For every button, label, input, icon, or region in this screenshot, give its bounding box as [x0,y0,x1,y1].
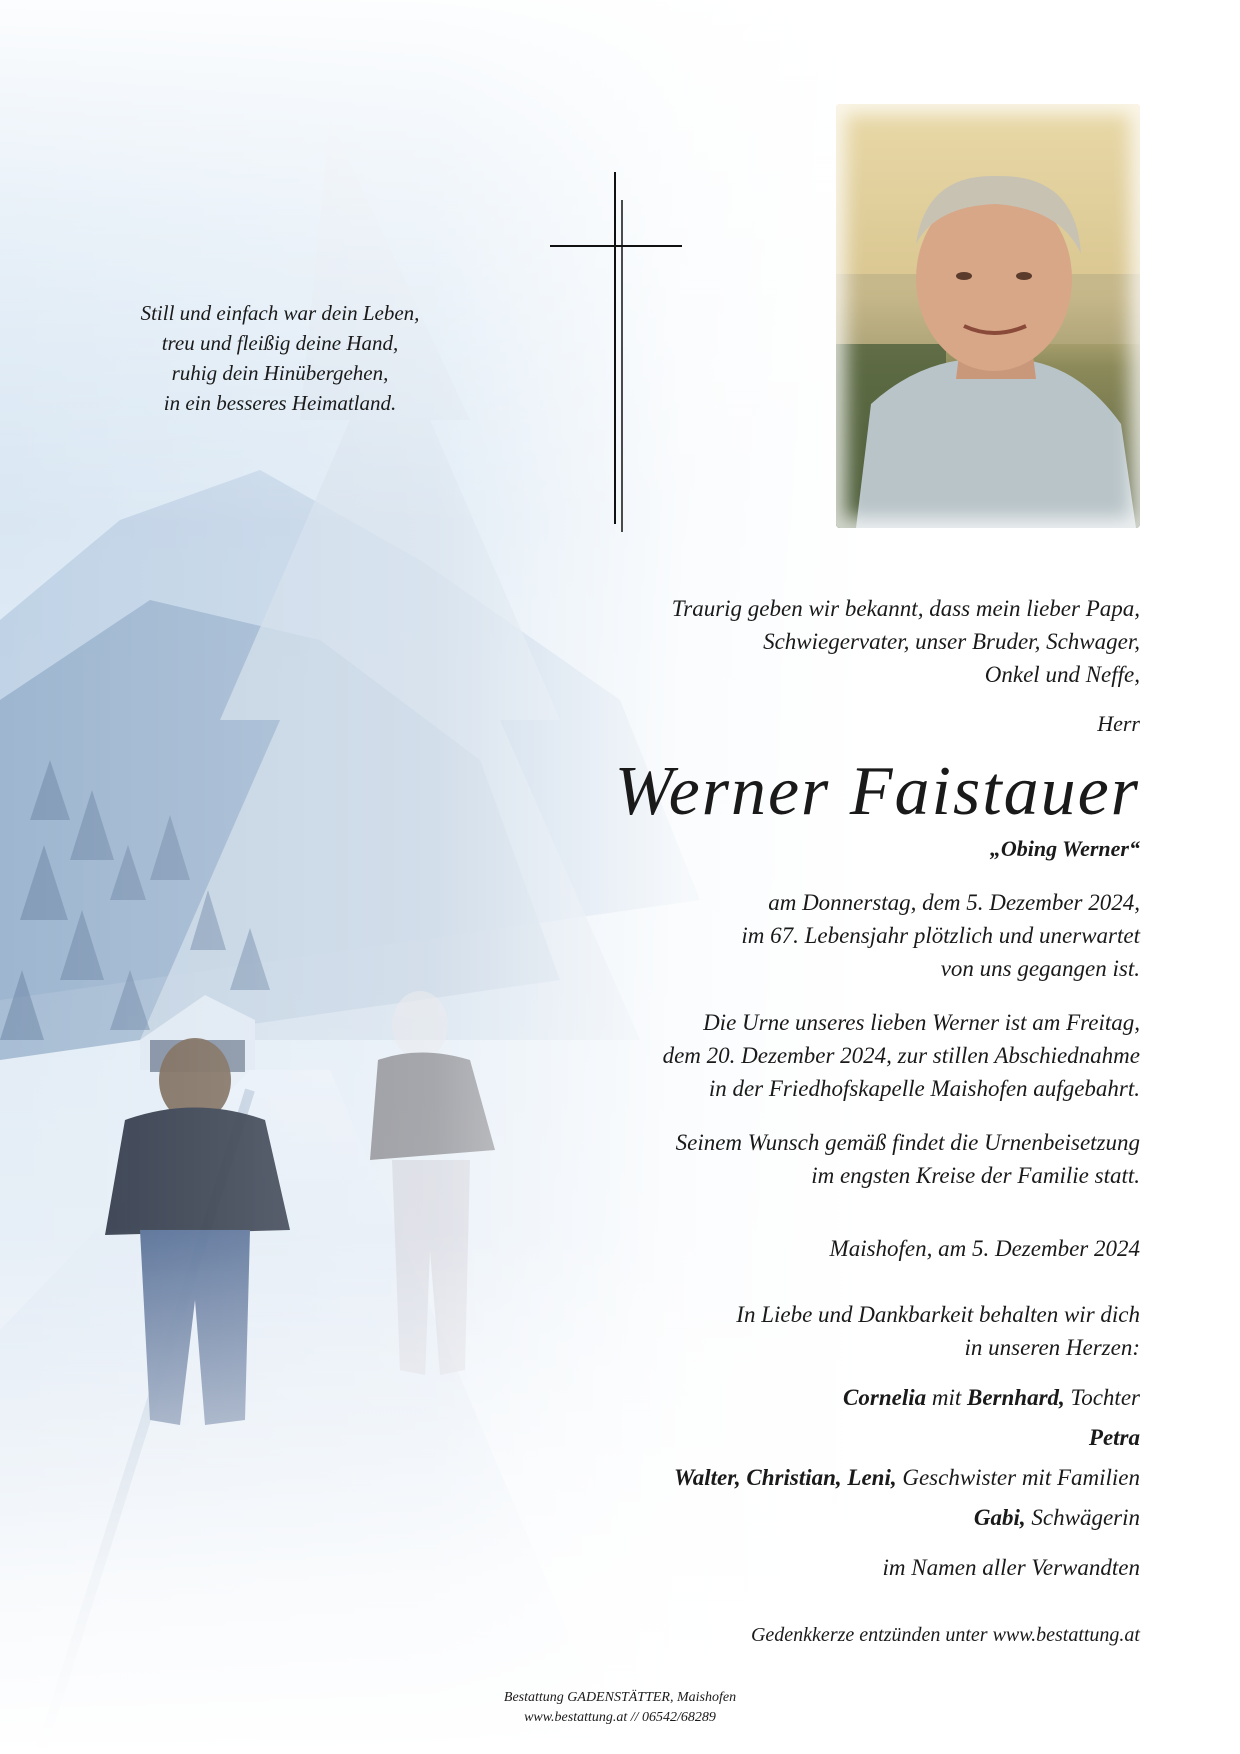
urn-notice-line: dem 20. Dezember 2024, zur stillen Abschiednahme [662,1043,1140,1068]
funeral-home-contact: www.bestattung.at // 06542/68289 [524,1710,716,1725]
wish-notice-line: Seinem Wunsch gemäß findet die Urnenbeisetzung [675,1130,1140,1155]
mourner-name: Gabi, [973,1505,1026,1530]
deceased-nickname: „Obing Werner“ [989,836,1140,861]
wish-notice-line: im engsten Kreise der Familie statt. [811,1163,1140,1188]
wish-notice [340,1126,1140,1192]
love-notice-line: In Liebe und Dankbarkeit behalten wir dich [736,1302,1140,1327]
death-notice-line: am Donnerstag, dem 5. Dezember 2024, [768,890,1140,915]
love-notice-line: in unseren Herzen: [964,1335,1140,1360]
mourner-name: Cornelia [843,1385,927,1410]
place-date: Maishofen, am 5. Dezember 2024 [829,1236,1140,1261]
mourners-list [340,1378,1140,1538]
death-notice-line: im 67. Lebensjahr plötzlich und unerwartet [741,923,1140,948]
mourner-relation: mit [926,1385,967,1410]
mourner-row [340,1458,1140,1498]
announcement-line: Schwiegervater, unser Bruder, Schwager, [763,629,1140,654]
mourner-name: Petra [1088,1425,1140,1450]
memorial-candle-link[interactable]: Gedenkkerze entzünden unter www.bestattung.at [750,1624,1140,1646]
mourner-relation: Schwägerin [1025,1505,1140,1530]
mourner-relation: Geschwister mit Familien [896,1465,1140,1490]
love-notice [340,1298,1140,1364]
urn-notice [340,1006,1140,1105]
announcement-line: Traurig geben wir bekannt, dass mein lieber Papa, [671,596,1140,621]
mourner-name: Walter, Christian, Leni, [674,1465,897,1490]
memorial-poem [80,298,480,418]
poem-line: in ein besseres Heimatland. [163,391,397,415]
deceased-title: Herr [1097,711,1140,736]
poem-line: ruhig dein Hinübergehen, [171,361,389,385]
announcement-line: Onkel und Neffe, [984,662,1140,687]
death-notice-line: von uns gegangen ist. [940,956,1140,981]
urn-notice-line: in der Friedhofskapelle Maishofen aufgebahrt. [708,1076,1140,1101]
urn-notice-line: Die Urne unseres lieben Werner ist am Freitag, [703,1010,1140,1035]
poem-line: Still und einfach war dein Leben, [140,301,420,325]
funeral-home-footer [420,1688,820,1728]
deceased-name: Werner Faistauer [614,753,1140,830]
cross-icon [550,172,682,532]
mourner-row [340,1498,1140,1538]
death-notice [340,886,1140,985]
mourner-relation: Tochter [1064,1385,1140,1410]
poem-line: treu und fleißig deine Hand, [161,331,399,355]
mourner-name: Bernhard, [967,1385,1065,1410]
funeral-home-name: Bestattung GADENSTÄTTER, Maishofen [503,1690,737,1705]
on-behalf-line: im Namen aller Verwandten [882,1555,1140,1580]
deceased-portrait-photo [836,104,1140,528]
mourner-row [340,1378,1140,1418]
mourner-row [340,1418,1140,1458]
announcement-text [340,592,1140,691]
